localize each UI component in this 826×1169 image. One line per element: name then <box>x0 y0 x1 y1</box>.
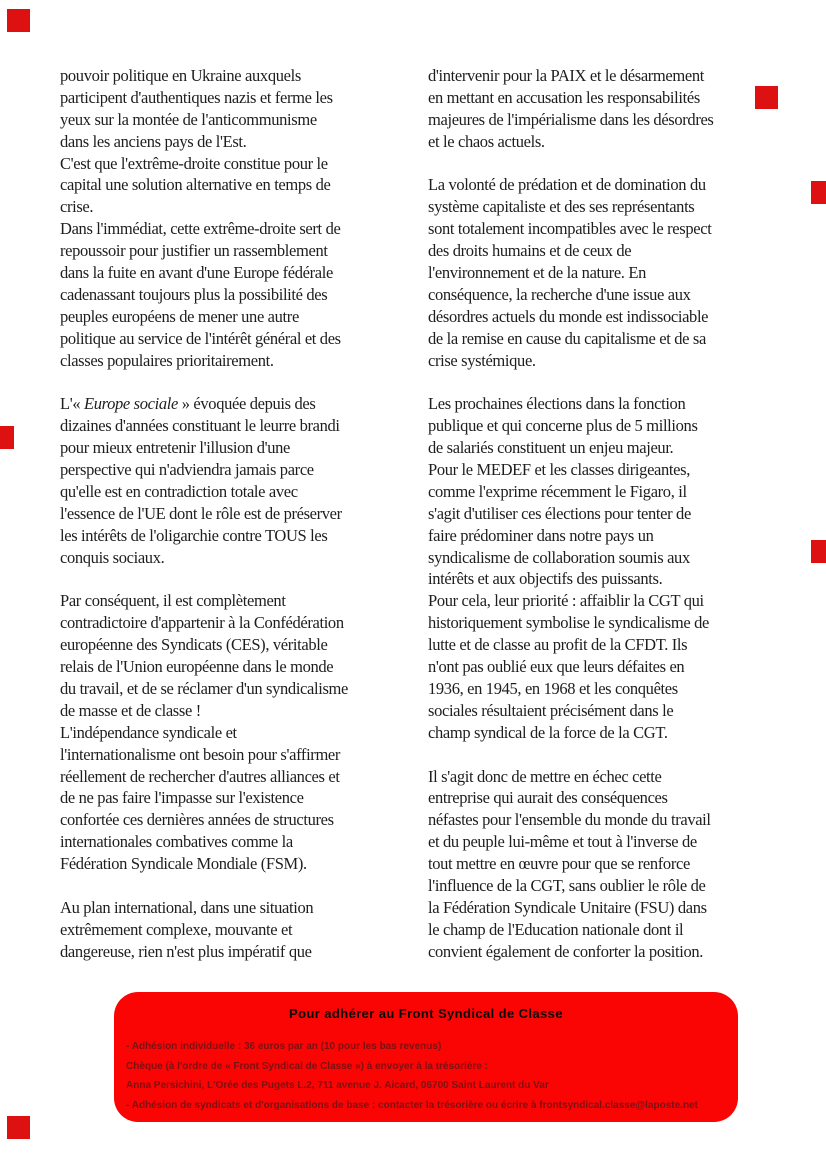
text-line: et le chaos actuels. <box>428 131 545 151</box>
paragraph <box>428 393 782 743</box>
text-line: internationales combatives comme la <box>60 832 293 852</box>
text-line: du travail, et de se réclamer d'un syndicalisme <box>60 678 348 698</box>
text-line: l'essence de l'UE dont le rôle est de préserver <box>60 503 342 523</box>
text-line: peuples européens de mener une autre <box>60 306 299 326</box>
text-line: comme l'exprime récemment le Figaro, il <box>428 481 687 501</box>
text-line: Les prochaines élections dans la fonction <box>428 394 686 414</box>
text-line: l'internationalisme ont besoin pour s'affirmer <box>60 744 341 764</box>
text-line: d'intervenir pour la PAIX et le désarmement <box>428 66 704 85</box>
text-line: crise. <box>60 197 94 217</box>
text-line: sont totalement incompatibles avec le respect <box>428 219 712 239</box>
membership-line-address: Anna Persichini, L'Orée des Pugets L.2, 711 avenue J. Aicard, 06700 Saint Laurent du Var <box>126 1080 549 1092</box>
text-line: désordres actuels du monde est indissociable <box>428 306 709 326</box>
text-line: des droits humains et de ceux de <box>428 241 632 261</box>
text-line: qu'elle est en contradiction totale avec <box>60 481 298 501</box>
text-line: convient également de conforter la position. <box>428 941 704 961</box>
text-line: repoussoir pour justifier un rassemblement <box>60 241 328 261</box>
red-square-marker <box>811 181 826 204</box>
text-line: lutte et de classe au profit de la CFDT. Ils <box>428 635 688 655</box>
text-line: dans les anciens pays de l'Est. <box>60 131 247 151</box>
text-line: Par conséquent, il est complètement <box>60 591 286 611</box>
text-line: Pour le MEDEF et les classes dirigeantes, <box>428 460 690 480</box>
text-line: conséquence, la recherche d'une issue aux <box>428 284 691 304</box>
text-line: historiquement symbolise le syndicalisme de <box>428 613 709 633</box>
red-square-marker <box>7 1116 30 1139</box>
text-line: 1936, en 1945, en 1968 et les conquêtes <box>428 678 678 698</box>
paragraph <box>428 766 782 963</box>
text-line: s'agit d'utiliser ces élections pour tenter de <box>428 503 691 523</box>
text-line: dangereuse, rien n'est plus impératif que <box>60 941 312 961</box>
text-line: dans la fuite en avant d'une Europe fédérale <box>60 263 333 283</box>
text-line: européenne des Syndicats (CES), véritable <box>60 635 328 655</box>
paragraph <box>60 65 412 371</box>
red-square-marker <box>7 9 30 32</box>
paragraph <box>428 65 782 153</box>
text-line: classes populaires prioritairement. <box>60 350 274 370</box>
text-line: sociales résultaient précisément dans le <box>428 700 674 720</box>
text-line: capital une solution alternative en temps de <box>60 175 331 195</box>
left-text-column <box>60 65 412 963</box>
text-line: néfastes pour l'ensemble du monde du travail <box>428 810 711 830</box>
text-line: politique au service de l'intérêt général et des <box>60 328 341 348</box>
text-line: Pour cela, leur priorité : affaiblir la CGT qui <box>428 591 704 611</box>
membership-banner-title: Pour adhérer au Front Syndical de Classe <box>289 1006 563 1021</box>
text-line: conquis sociaux. <box>60 547 165 567</box>
text-line: système capitaliste et des ses représentants <box>428 197 695 217</box>
text-line: L'« Europe sociale » évoquée depuis des <box>60 394 316 414</box>
text-line: relais de l'Union européenne dans le monde <box>60 657 334 677</box>
red-square-marker <box>811 540 826 563</box>
text-line: en mettant en accusation les responsabilités <box>428 87 700 107</box>
text-line: majeures de l'impérialisme dans les désordres <box>428 109 714 129</box>
red-square-marker <box>0 426 14 449</box>
paragraph <box>60 590 412 875</box>
membership-line-cheque: Chèque (à l'ordre de « Front Syndical de Classe ») à envoyer à la trésorière : <box>126 1060 488 1072</box>
text-line: de salariés constituent un enjeu majeur. <box>428 438 674 458</box>
text-line: publique et qui concerne plus de 5 millions <box>428 416 698 436</box>
text-line: réellement de rechercher d'autres alliances et <box>60 766 340 786</box>
text-line: syndicalisme de collaboration soumis aux <box>428 547 690 567</box>
text-line: n'ont pas oublié eux que leurs défaites en <box>428 657 685 677</box>
text-line: l'environnement et de la nature. En <box>428 263 646 283</box>
paragraph <box>428 174 782 371</box>
text-line: pouvoir politique en Ukraine auxquels <box>60 66 301 85</box>
membership-line-individual: - Adhésion individuelle : 36 euros par an (10 pour les bas revenus) <box>126 1041 442 1052</box>
membership-banner-lines <box>114 1037 738 1115</box>
text-line: confortée ces dernières années de structures <box>60 810 334 830</box>
membership-banner <box>114 992 738 1122</box>
membership-line-organisations: - Adhésion de syndicats et d'organisations de base : contacter la trésorière ou écrire à frontsyndical.classe@laposte.net <box>126 1099 698 1111</box>
text-line: les intérêts de l'oligarchie contre TOUS les <box>60 525 328 545</box>
text-line: Fédération Syndicale Mondiale (FSM). <box>60 854 307 874</box>
paragraph <box>60 393 412 568</box>
text-line: C'est que l'extrême-droite constitue pour le <box>60 153 328 173</box>
text-line: Il s'agit donc de mettre en échec cette <box>428 766 662 786</box>
text-line: extrêmement complexe, mouvante et <box>60 919 293 939</box>
text-line: de ne pas faire l'impasse sur l'existence <box>60 788 304 808</box>
text-line: entreprise qui aurait des conséquences <box>428 788 668 808</box>
text-line: perspective qui n'adviendra jamais parce <box>60 460 314 480</box>
text-line: La volonté de prédation et de domination du <box>428 175 706 195</box>
red-square-marker <box>755 86 778 109</box>
text-line: Dans l'immédiat, cette extrême-droite sert de <box>60 219 341 239</box>
text-line: intérêts et aux objectifs des puissants. <box>428 569 663 589</box>
text-line: faire prédominer dans notre pays un <box>428 525 654 545</box>
text-line: participent d'authentiques nazis et ferme les <box>60 87 333 107</box>
text-line: de masse et de classe ! <box>60 700 201 720</box>
text-line: crise systémique. <box>428 350 536 370</box>
text-line: de la remise en cause du capitalisme et de sa <box>428 328 706 348</box>
text-line: tout mettre en œuvre pour que se renforce <box>428 854 690 874</box>
text-line: et du peuple lui-même et tout à l'inverse de <box>428 832 697 852</box>
text-line: contradictoire d'appartenir à la Confédération <box>60 613 344 633</box>
text-line: yeux sur la montée de l'anticommunisme <box>60 109 317 129</box>
text-line: champ syndical de la force de la CGT. <box>428 722 668 742</box>
text-line: l'influence de la CGT, sans oublier le rôle de <box>428 875 706 895</box>
text-line: la Fédération Syndicale Unitaire (FSU) dans <box>428 897 707 917</box>
right-text-column <box>428 65 782 963</box>
text-line: cadenassant toujours plus la possibilité des <box>60 284 328 304</box>
text-line: pour mieux entretenir l'illusion d'une <box>60 438 291 458</box>
text-line: le champ de l'Education nationale dont il <box>428 919 684 939</box>
text-line: Au plan international, dans une situation <box>60 897 314 917</box>
text-line: L'indépendance syndicale et <box>60 722 237 742</box>
paragraph <box>60 897 412 963</box>
text-line: dizaines d'années constituant le leurre brandi <box>60 416 340 436</box>
